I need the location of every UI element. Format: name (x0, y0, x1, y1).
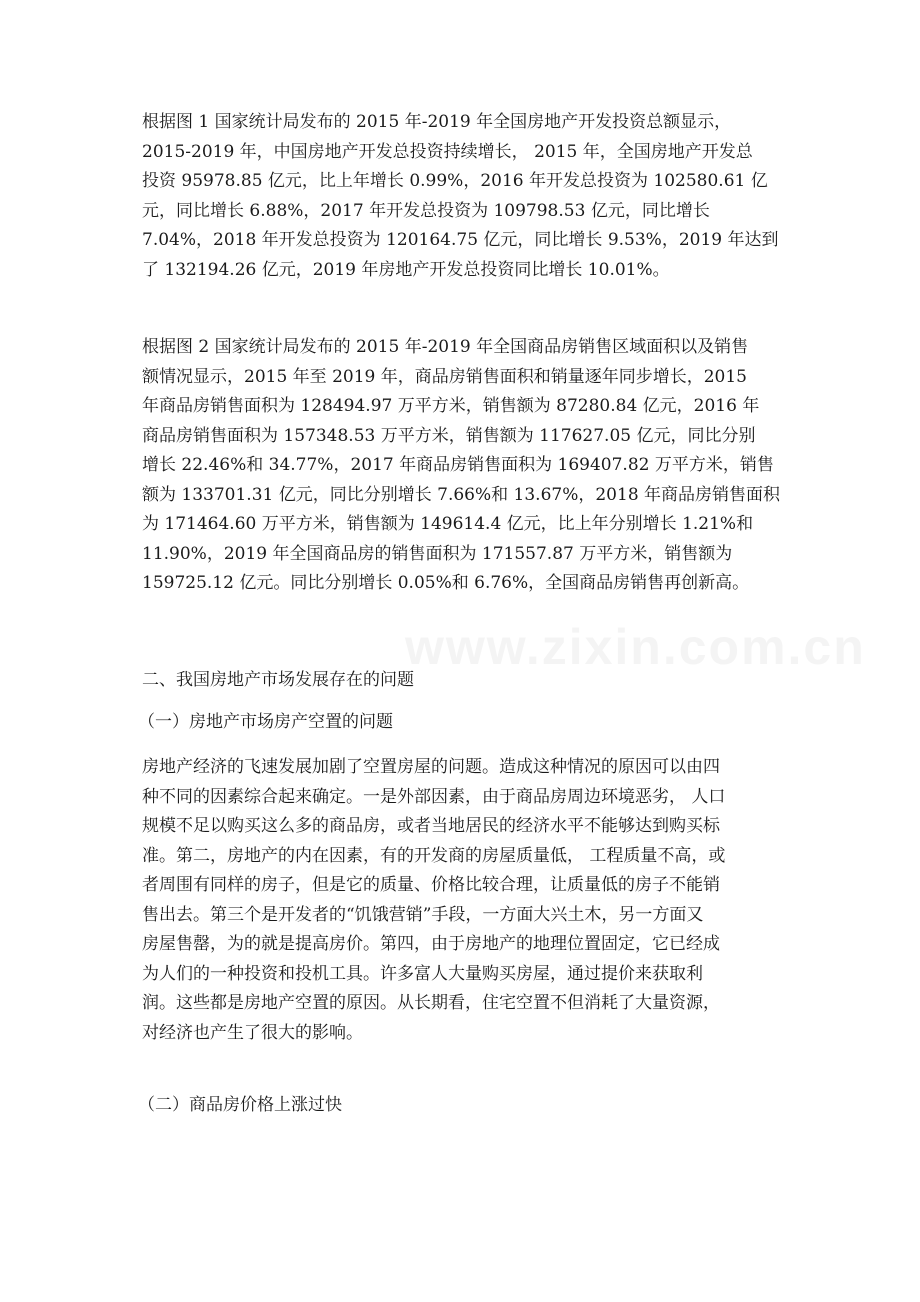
text-line: 为人们的一种投资和投机工具。许多富人大量购买房屋，通过提价来获取利 (142, 963, 703, 984)
text-line: 房屋售罄，为的就是提高房价。第四，由于房地产的地理位置固定，它已经成 (142, 934, 720, 954)
text-line: 元，同比增长 6.88%，2017 年开发总投资为 109798.53 亿元，同比增长 (142, 200, 710, 221)
watermark: www.zixin.com.cn (405, 619, 866, 675)
text-line: 规模不足以购买这么多的商品房，或者当地居民的经济水平不能够达到购买标 (142, 816, 720, 836)
text-line: 种不同的因素综合起来确定。一是外部因素，由于商品房周边环境恶劣， 人口 (142, 786, 726, 807)
subsection-heading: （二）商品房价格上涨过快 (138, 1095, 342, 1115)
text-line: 11.90%，2019 年全国商品房的销售面积为 171557.87 万平方米，销售额为 (142, 543, 733, 564)
text-line: 根据图 2 国家统计局发布的 2015 年-2019 年全国商品房销售区域面积以及销售 (142, 337, 749, 357)
text-line: 7.04%，2018 年开发总投资为 120164.75 亿元，同比增长 9.53%，2019 年达到 (142, 230, 779, 250)
text-line: 为 171464.60 万平方米，销售额为 149614.4 亿元，比上年分别增长 1.21%和 (142, 514, 754, 534)
text-line: 准。第二，房地产的内在因素，有的开发商的房屋质量低， 工程质量不高，或 (142, 845, 726, 866)
text-line: 根据图 1 国家统计局发布的 2015 年-2019 年全国房地产开发投资总额显示， (142, 112, 732, 132)
section-heading: 二、我国房地产市场发展存在的问题 (142, 670, 414, 690)
text-line: 者周围有同样的房子，但是它的质量、价格比较合理，让质量低的房子不能销 (142, 875, 720, 895)
text-line: 2015-2019 年，中国房地产开发总投资持续增长， 2015 年，全国房地产开发总 (142, 141, 753, 162)
text-line: 售出去。第三个是开发者的“饥饿营销”手段，一方面大兴土木，另一方面又 (142, 904, 704, 925)
text-line: 额情况显示，2015 年至 2019 年，商品房销售面积和销量逐年同步增长，2015 (142, 366, 748, 387)
paragraph-vacancy (142, 753, 782, 1048)
text-line: 了 132194.26 亿元，2019 年房地产开发总投资同比增长 10.01%。 (142, 259, 670, 280)
text-line: 房地产经济的飞速发展加剧了空置房屋的问题。造成这种情况的原因可以由四 (142, 757, 720, 777)
text-line: 润。这些都是房地产空置的原因。从长期看，住宅空置不但消耗了大量资源， (142, 993, 720, 1013)
text-line: 增长 22.46%和 34.77%，2017 年商品房销售面积为 169407.82 万平方米，销售 (142, 455, 774, 475)
paragraph-investment (142, 108, 782, 285)
subsection-heading: （一）房地产市场房产空置的问题 (138, 712, 393, 732)
text-line: 额为 133701.31 亿元，同比分别增长 7.66%和 13.67%，2018 年商品房销售面积 (142, 484, 781, 505)
text-line: 商品房销售面积为 157348.53 万平方米，销售额为 117627.05 亿元，同比分别 (142, 425, 756, 446)
text-line: 投资 95978.85 亿元，比上年增长 0.99%，2016 年开发总投资为 102580.61 亿 (142, 171, 768, 191)
text-line: 年商品房销售面积为 128494.97 万平方米，销售额为 87280.84 亿元，2016 年 (142, 396, 760, 416)
text-line: 159725.12 亿元。同比分别增长 0.05%和 6.76%，全国商品房销售再创新高。 (142, 573, 750, 593)
text-line: 对经济也产生了很大的影响。 (142, 1022, 363, 1043)
paragraph-sales (142, 333, 782, 599)
